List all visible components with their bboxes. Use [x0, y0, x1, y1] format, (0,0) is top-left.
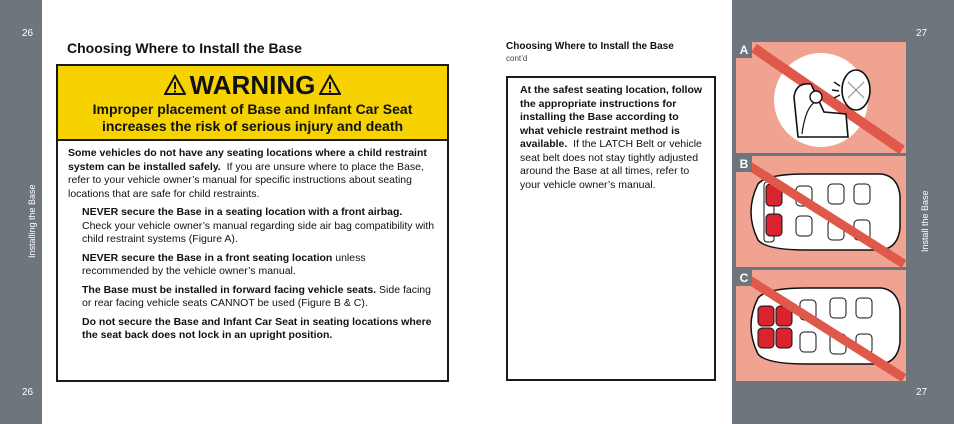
section-side-label: Install the Base [920, 190, 930, 252]
figure-b [736, 156, 906, 267]
warning-bold-text: NEVER secure the Base in a front seating location [82, 251, 333, 264]
page-number-top: 27 [916, 28, 928, 39]
page-number-bottom: 27 [916, 387, 928, 398]
info-text: If the LATCH Belt or vehicle seat belt does not stay tightly adjusted around the Base at all times, refer to your vehicle owner’s manual. [520, 138, 702, 191]
warning-title [58, 71, 447, 99]
warning-subtitle-line1: Improper placement of Base and Infant Car Seat [92, 101, 413, 117]
warning-subtitle-line2: increases the risk of serious injury and death [101, 118, 404, 134]
warning-paragraph [68, 252, 435, 279]
figure-label: A [736, 42, 752, 58]
warning-paragraph [68, 284, 435, 311]
info-box [506, 76, 716, 381]
figure-a [736, 42, 906, 153]
section-side-label: Installing the Base [27, 184, 37, 258]
warning-text: Check your vehicle owner’s manual regarding side air bag compatibility with child restraint systems (Figure A). [82, 219, 435, 245]
warning-paragraph [68, 147, 435, 201]
infant-seat-airbag-illustration [736, 42, 906, 153]
left-sidebar [0, 0, 42, 424]
warning-text: If you are unsure where to place the Base, refer to your vehicle owner’s manual for specific instructions about seating locations that are safe for child restraints. [68, 160, 424, 200]
warning-bold-text: Do not secure the Base and Infant Car Seat in seating locations where the seat back does not lock in an upright position. [82, 315, 432, 341]
figure-label: B [736, 156, 752, 172]
warning-triangle-icon [319, 74, 341, 96]
info-bold-text: At the safest seating location, follow the appropriate instructions for installing the Base according to what vehicle restraint method is available. [520, 84, 703, 150]
warning-triangle-icon [164, 74, 186, 96]
vehicle-seat-layout-illustration [736, 156, 906, 267]
warning-body [58, 141, 447, 343]
warning-box [56, 64, 449, 382]
warning-text: unless recommended by the vehicle owner’s manual. [82, 251, 366, 277]
page-title: Choosing Where to Install the Base [67, 40, 302, 56]
vehicle-seat-layout-illustration [736, 270, 906, 381]
figure-label: C [736, 270, 752, 286]
warning-bold-text: The Base must be installed in forward facing vehicle seats. [82, 283, 377, 296]
continued-label: cont’d [506, 54, 528, 63]
warning-text: Side facing or rear facing vehicle seats CANNOT be used (Figure B & C). [82, 283, 431, 309]
warning-bold-text: NEVER secure the Base in a seating location with a front airbag. [82, 206, 403, 218]
right-page-title: Choosing Where to Install the Base [506, 41, 674, 52]
warning-paragraph [68, 206, 435, 247]
warning-banner [58, 66, 447, 141]
warning-paragraph [68, 316, 435, 343]
figure-c [736, 270, 906, 381]
page-number-top: 26 [22, 28, 34, 39]
warning-bold-text: Some vehicles do not have any seating locations where a child restraint system can be installed safely. [68, 147, 427, 173]
warning-word: WARNING [189, 70, 316, 100]
page-number-bottom: 26 [22, 387, 34, 398]
